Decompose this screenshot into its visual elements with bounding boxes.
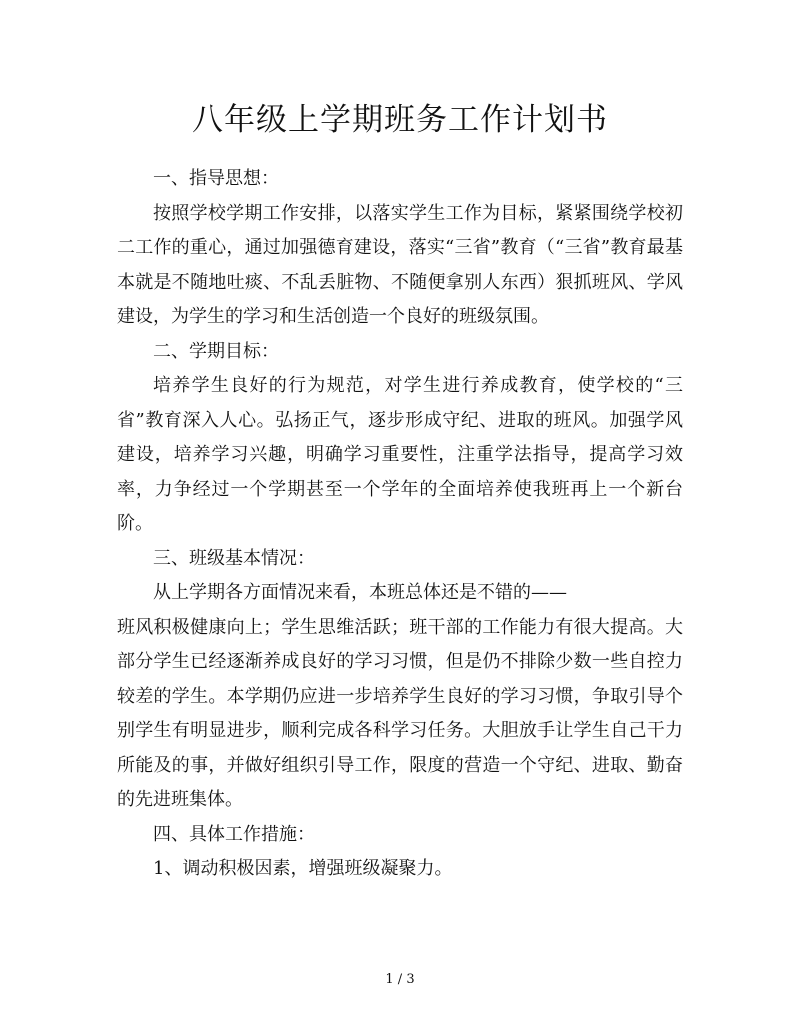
paragraph-class-situation-rest: 班风积极健康向上；学生思维活跃；班干部的工作能力有很大提高。大部分学生已经逐渐养成良好的学习习惯，但是仍不排除少数一些自控力较差的学生。本学期仍应进一步培养学生良好的学习习惯，争取引导个别学生有明显进步，顺利完成各科学习任务。大胆放手让学生自己干力所能及的事，并做好组织引导工作，限度的营造一个守纪、进取、勤奋的先进班集体。 [117, 616, 683, 810]
paragraph-guiding-thought: 按照学校学期工作安排，以落实学生工作为目标，紧紧围绕学校初二工作的重心，通过加强德育建设，落实“三省”教育（“三省”教育最基本就是不随地吐痰、不乱丢脏物、不随便拿别人东西）狠抓班风、学风建设，为学生的学习和生活创造一个良好的班级氛围。 [117, 202, 683, 327]
section-heading-semester-goals: 二、学期目标： [153, 340, 279, 362]
section-heading-work-measures: 四、具体工作措施： [153, 823, 315, 845]
page-number: 1 / 3 [385, 972, 415, 987]
work-measure-item-1: 1、调动积极因素，增强班级凝聚力。 [153, 858, 453, 879]
paragraph-class-situation-line1: 从上学期各方面情况来看，本班总体还是不错的—— [153, 582, 567, 603]
document-title: 八年级上学期班务工作计划书 [192, 102, 608, 138]
section-heading-class-situation: 三、班级基本情况： [153, 547, 315, 569]
section-heading-guiding-thought: 一、指导思想： [153, 168, 279, 189]
document-body [117, 162, 683, 887]
paragraph-semester-goals: 培养学生良好的行为规范，对学生进行养成教育，使学校的“三省”教育深入人心。弘扬正气，逐步形成守纪、进取的班风。加强学风建设，培养学习兴趣，明确学习重要性，注重学法指导，提高学习效率，力争经过一个学期甚至一个学年的全面培养使我班再上一个新台阶。 [117, 375, 683, 534]
